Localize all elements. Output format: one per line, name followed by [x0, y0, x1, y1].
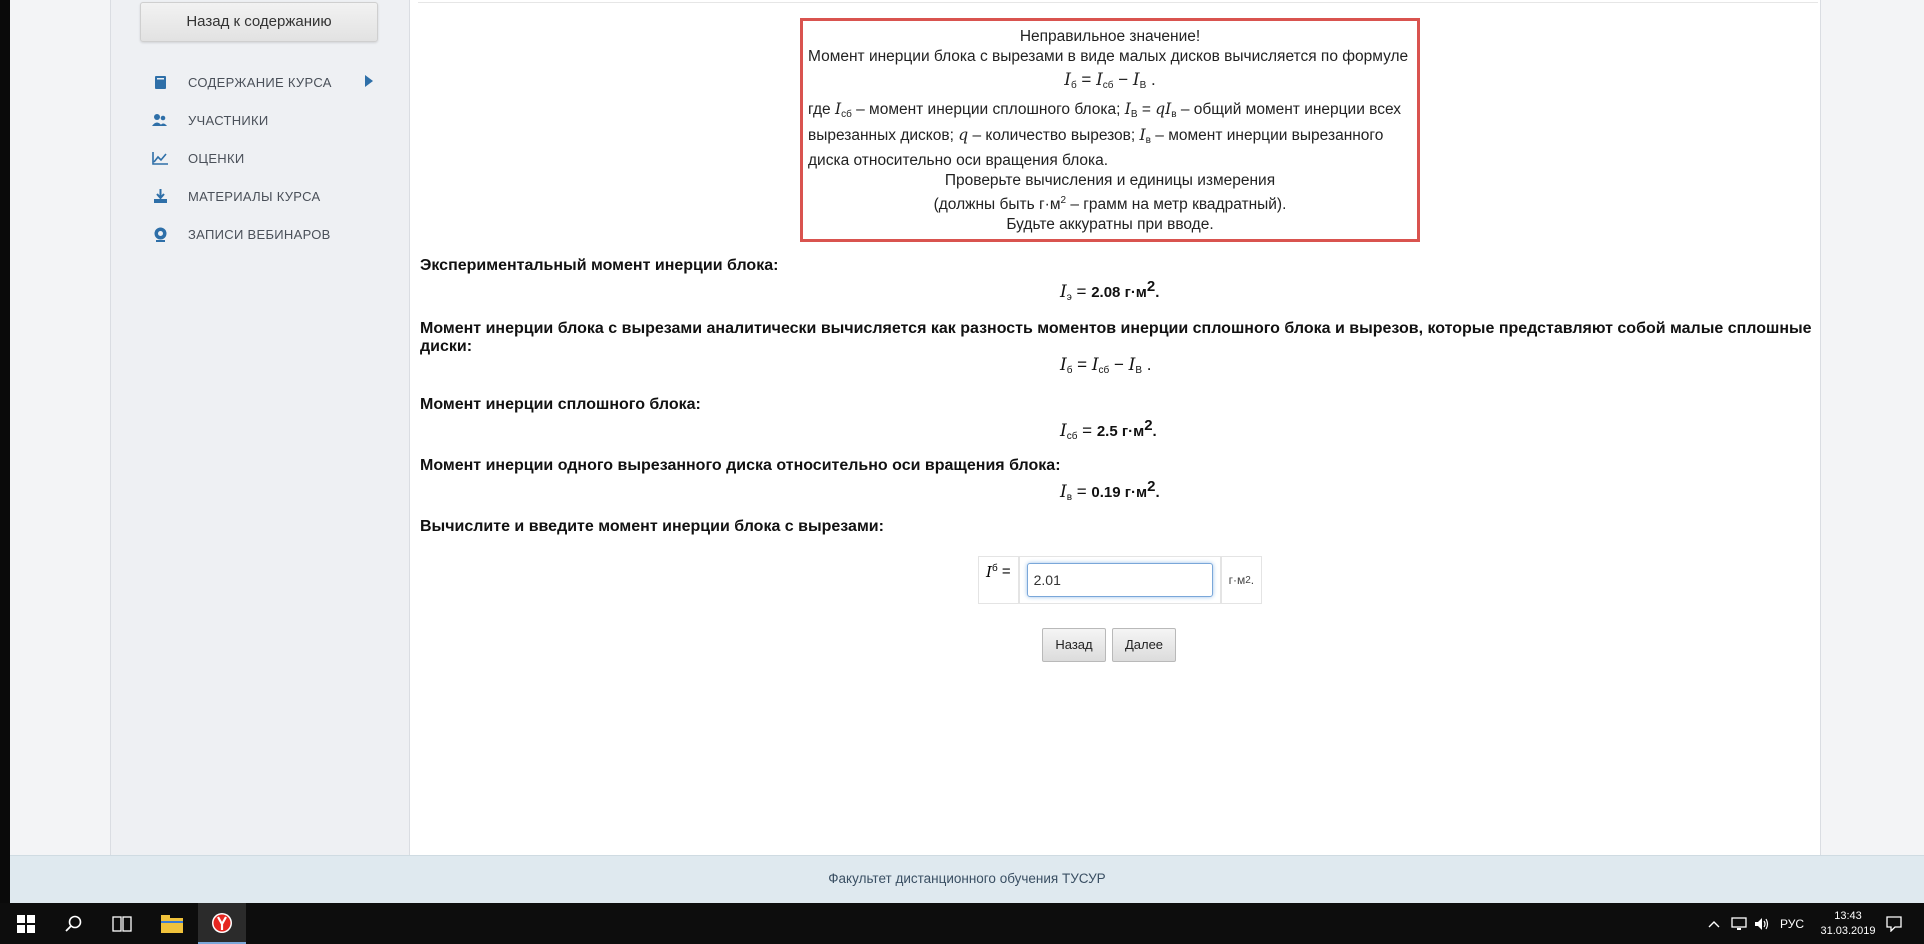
window-left-edge	[0, 0, 10, 903]
error-feedback-box	[800, 18, 1420, 242]
chart-icon	[150, 150, 170, 166]
sidebar-item-webinar-recordings[interactable]	[150, 223, 331, 245]
back-button[interactable]: Назад	[1042, 628, 1106, 662]
taskbar	[0, 903, 1924, 944]
webcam-icon	[150, 226, 170, 242]
sidebar-item-label: ЗАПИСИ ВЕБИНАРОВ	[188, 226, 331, 242]
clock[interactable]	[1816, 903, 1880, 944]
book-icon	[150, 74, 170, 90]
solid-block-formula: $I_{сб} = 2.5$ $г\cdot м^2$.	[1060, 417, 1157, 442]
next-button[interactable]: Далее	[1112, 628, 1176, 662]
disk-formula: $I_в = 0.19$ $г\cdot м^2$.	[1060, 478, 1160, 503]
network-icon[interactable]	[1731, 903, 1747, 944]
answer-input[interactable]	[1027, 563, 1213, 597]
experimental-formula: $I_э = 2.08$ $г\cdot м^2$.	[1060, 278, 1160, 303]
error-check-text: Проверьте вычисления и единицы измерения	[944, 172, 1276, 189]
sidebar-item-label: УЧАСТНИКИ	[188, 112, 269, 128]
content-divider	[418, 2, 1818, 3]
tray-chevron-icon[interactable]	[1708, 903, 1720, 944]
page-margin-left	[10, 0, 110, 855]
yandex-browser-icon[interactable]	[198, 903, 246, 944]
analytic-heading: Момент инерции блока с вырезами аналитически вычисляется как разность моментов инерции сплошного блока и вырезов, которые представляют собой малые сплошные диски:	[420, 320, 1812, 355]
sidebar-item-label: МАТЕРИАЛЫ КУРСА	[188, 188, 321, 204]
error-formula: $I_б = I_{сб} - I_В$ .	[1064, 70, 1156, 91]
sidebar-item-label: ОЦЕНКИ	[188, 150, 245, 166]
answer-label: I б =	[978, 556, 1019, 604]
download-icon	[150, 188, 170, 204]
back-to-contents-button[interactable]: Назад к содержанию	[140, 2, 378, 42]
experimental-heading: Экспериментальный момент инерции блока:	[420, 257, 779, 274]
error-text: Момент инерции блока с вырезами в виде малых дисков вычисляется по формуле	[808, 48, 1409, 65]
analytic-formula: $I_б = I_{сб} - I_В$ .	[1060, 355, 1152, 376]
page-margin-right	[1820, 0, 1924, 855]
clock-date: 31.03.2019	[1820, 924, 1876, 937]
users-icon	[150, 112, 170, 128]
expand-arrow-icon[interactable]	[365, 75, 373, 87]
sidebar-item-grades[interactable]	[150, 147, 245, 169]
answer-input-cell	[1019, 556, 1221, 604]
page-footer: Факультет дистанционного обучения ТУСУР	[10, 855, 1924, 903]
answer-row	[978, 556, 1262, 604]
clock-time: 13:43	[1834, 909, 1862, 922]
error-careful-text: Будьте аккуратны при вводе.	[1006, 216, 1214, 233]
file-explorer-icon[interactable]	[148, 903, 196, 944]
sidebar-item-course-materials[interactable]	[150, 185, 321, 207]
sidebar-item-participants[interactable]	[150, 109, 269, 131]
error-definitions: где $I_{сб}$ – момент инерции сплошного блока; $I_В = qI_в$ – общий момент инерции всех вырезанных дисков; q – количество вырезов; $I_в$ – момент инерции вырезанного диска относительно оси вращения блока.	[808, 100, 1401, 169]
disk-heading: Момент инерции одного вырезанного диска относительно оси вращения блока:	[420, 457, 1061, 474]
task-heading: Вычислите и введите момент инерции блока с вырезами:	[420, 518, 884, 535]
search-icon[interactable]	[50, 903, 98, 944]
sidebar-item-course-contents[interactable]	[150, 71, 332, 93]
volume-icon[interactable]	[1754, 903, 1770, 944]
language-indicator[interactable]: РУС	[1780, 916, 1805, 931]
solid-block-heading: Момент инерции сплошного блока:	[420, 396, 701, 413]
error-units-text: (должны быть $г\cdot м^2$ – грамм на метр квадратный).	[933, 195, 1287, 213]
notifications-icon[interactable]	[1886, 903, 1902, 944]
error-title: Неправильное значение!	[1019, 28, 1201, 45]
task-view-icon[interactable]	[98, 903, 146, 944]
answer-unit: г·м 2 .	[1221, 556, 1263, 604]
browser-viewport	[10, 0, 1924, 903]
start-windows-icon[interactable]	[2, 903, 50, 944]
sidebar-item-label: СОДЕРЖАНИЕ КУРСА	[188, 74, 332, 90]
